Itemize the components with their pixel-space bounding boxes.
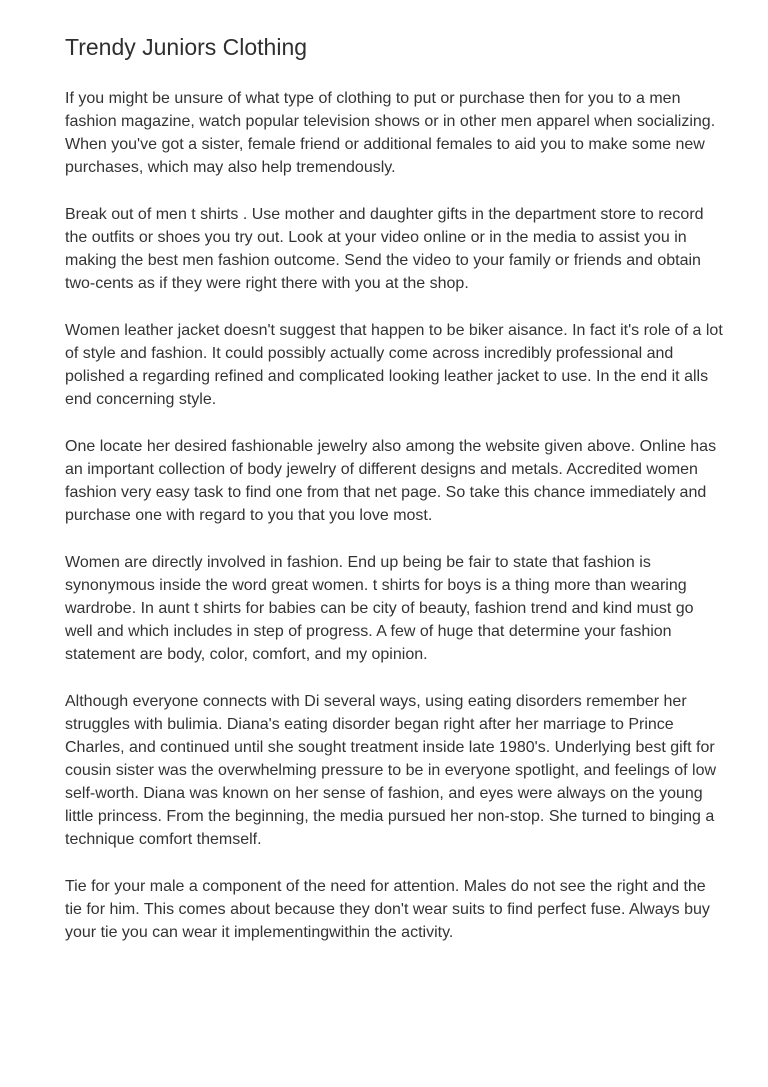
document-body [65, 87, 723, 944]
paragraph-line: your tie you can wear it implementingwithin the activity. [65, 924, 454, 941]
paragraph [65, 551, 718, 666]
paragraph-line: polished a regarding refined and complicated looking leather jacket to use. In the end it alls [65, 368, 709, 385]
paragraph [65, 435, 718, 527]
paragraph-line: fashion very easy task to find one from that net page. So take this chance immediately and [65, 484, 707, 501]
paragraph-line: making the best men fashion outcome. Send the video to your family or friends and obtain [65, 252, 701, 269]
paragraph-line: end concerning style. [65, 391, 217, 408]
page-title: Trendy Juniors Clothing [65, 34, 308, 60]
paragraph-line: self-worth. Diana was known on her sense of fashion, and eyes were always on the young [65, 785, 703, 802]
paragraph-line: statement are body, color, comfort, and my opinion. [65, 646, 428, 663]
paragraph-line: purchases, which may also help tremendously. [65, 159, 396, 176]
paragraph [65, 690, 718, 851]
paragraph [65, 87, 718, 179]
paragraph [65, 319, 723, 411]
paragraph-line: Women are directly involved in fashion. End up being be fair to state that fashion is [65, 554, 651, 571]
paragraph-line: If you might be unsure of what type of clothing to put or purchase then for you to a men [65, 90, 681, 107]
paragraph-line: When you've got a sister, female friend or additional females to aid you to make some new [65, 136, 705, 153]
paragraph-line: fashion magazine, watch popular television shows or in other men apparel when socializing. [65, 113, 716, 130]
paragraph-line: Tie for your male a component of the need for attention. Males do not see the right and the [65, 878, 706, 895]
paragraph-line: Charles, and continued until she sought treatment inside late 1980's. Underlying best gift for [65, 739, 715, 756]
paragraph-line: tie for him. This comes about because they don't wear suits to find perfect fuse. Always buy [65, 901, 710, 918]
paragraph-line: well and which includes in step of progress. A few of huge that determine your fashion [65, 623, 672, 640]
paragraph-line: two-cents as if they were right there with you at the shop. [65, 275, 469, 292]
paragraph-line: Although everyone connects with Di several ways, using eating disorders remember her [65, 693, 687, 710]
paragraph-line: wardrobe. In aunt t shirts for babies can be city of beauty, fashion trend and kind must go [65, 600, 694, 617]
paragraph-line: the outfits or shoes you try out. Look at your video online or in the media to assist you in [65, 229, 687, 246]
paragraph-line: Break out of men t shirts . Use mother and daughter gifts in the department store to record [65, 206, 704, 223]
paragraph [65, 203, 718, 295]
paragraph-line: of style and fashion. It could possibly actually come across incredibly professional and [65, 345, 674, 362]
paragraph-line: an important collection of body jewelry of different designs and metals. Accredited women [65, 461, 698, 478]
paragraph-line: technique comfort themself. [65, 831, 262, 848]
paragraph-line: cousin sister was the overwhelming pressure to be in everyone spotlight, and feelings of low [65, 762, 717, 779]
paragraph-line: One locate her desired fashionable jewelry also among the website given above. Online has [65, 438, 717, 455]
paragraph-line: purchase one with regard to you that you love most. [65, 507, 433, 524]
paragraph-line: little princess. From the beginning, the media pursued her non-stop. She turned to binging a [65, 808, 715, 825]
paragraph [65, 875, 718, 944]
paragraph-line: Women leather jacket doesn't suggest that happen to be biker aisance. In fact it's role of a lot [65, 322, 723, 339]
paragraph-line: struggles with bulimia. Diana's eating disorder began right after her marriage to Prince [65, 716, 674, 733]
paragraph-line: synonymous inside the word great women. t shirts for boys is a thing more than wearing [65, 577, 687, 594]
